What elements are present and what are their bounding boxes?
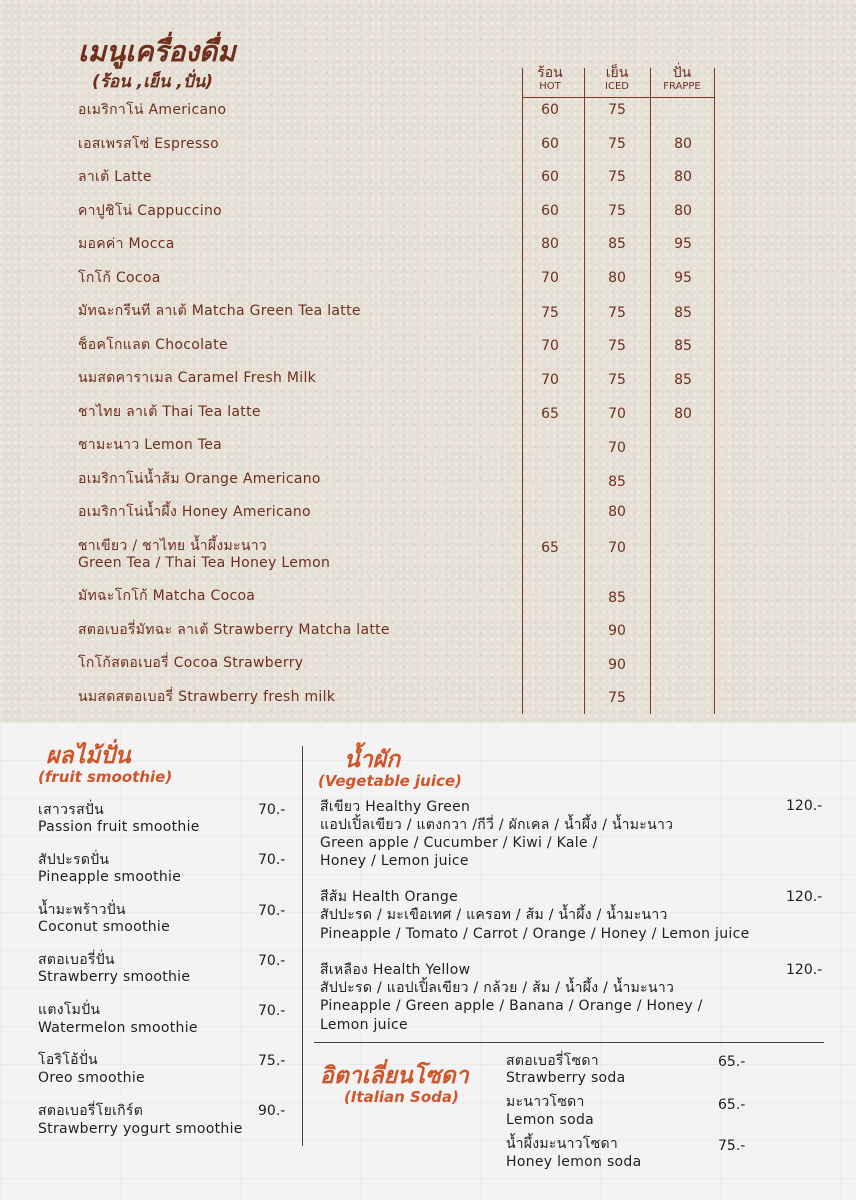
drink-item-name: ชาเขียว / ชาไทย น้ำผึ้งมะนาว: [78, 538, 268, 554]
drink-item-name: มัทฉะโกโก้ Matcha Cocoa: [78, 588, 256, 604]
column-divider: [714, 68, 715, 714]
drink-item-name: สตอเบอรี่มัทฉะ ลาเต้ Strawberry Matcha latte: [78, 622, 390, 638]
drink-price-iced: 90: [608, 657, 626, 673]
vegetable-item-ingredients: Honey / Lemon juice: [320, 853, 469, 869]
drink-price-hot: 70: [541, 372, 559, 388]
smoothie-item-price: 70.-: [258, 953, 286, 969]
smoothie-item-price: 75.-: [258, 1053, 286, 1069]
vegetable-item-ingredients: สัปปะรด / มะเขือเทศ / แครอท / ส้ม / น้ำผึ้ง / น้ำมะนาว: [320, 907, 668, 923]
soda-subtitle: (Italian Soda): [344, 1088, 459, 1106]
smoothie-item-en: Oreo smoothie: [38, 1070, 145, 1086]
drink-item-name: อเมริกาโน่ Americano: [78, 102, 227, 118]
column-divider: [650, 68, 651, 714]
drink-item-name: มอคค่า Mocca: [78, 236, 175, 252]
vegetable-item-ingredients: แอปเปิ้ลเขียว / แตงกวา /กีวี่ / ผักเคล / น้ำผึ้ง / น้ำมะนาว: [320, 817, 674, 833]
drink-item-name: โกโก้สตอเบอรี่ Cocoa Strawberry: [78, 655, 304, 671]
smoothie-item-en: Watermelon smoothie: [38, 1020, 198, 1036]
drink-price-hot: 60: [541, 136, 559, 152]
drink-price-iced: 75: [608, 169, 626, 185]
drink-price-iced: 75: [608, 372, 626, 388]
drink-price-hot: 60: [541, 102, 559, 118]
drink-price-frappe: 80: [674, 406, 692, 422]
drink-item-name: อเมริกาโน่น้ำส้ม Orange Americano: [78, 471, 321, 487]
drink-price-iced: 90: [608, 623, 626, 639]
drinks-subtitle: (ร้อน ,เย็น ,ปั่น): [92, 72, 214, 92]
drink-price-iced: 75: [608, 690, 626, 706]
smoothie-item-th: สัปปะรดปั่น: [38, 852, 110, 868]
column-header-iced-th: เย็น: [605, 65, 629, 81]
drink-price-frappe: 95: [674, 270, 692, 286]
drink-price-iced: 75: [608, 102, 626, 118]
smoothie-item-th: สตอเบอรี่โยเกิร์ต: [38, 1103, 144, 1119]
smoothie-item-en: Passion fruit smoothie: [38, 819, 200, 835]
drink-item-name: ชาไทย ลาเต้ Thai Tea latte: [78, 404, 261, 420]
drink-price-iced: 80: [608, 270, 626, 286]
drink-price-frappe: 80: [674, 136, 692, 152]
drink-price-frappe: 85: [674, 305, 692, 321]
drink-price-frappe: 95: [674, 236, 692, 252]
soda-item-en: Strawberry soda: [506, 1070, 626, 1086]
smoothie-item-price: 90.-: [258, 1103, 286, 1119]
column-divider: [584, 68, 585, 714]
soda-item-price: 75.-: [718, 1138, 746, 1154]
section-divider-horizontal: [314, 1042, 824, 1043]
vegetable-subtitle: (Vegetable juice): [318, 772, 462, 790]
drink-price-iced: 70: [608, 440, 626, 456]
vegetable-item-name: สีเหลือง Health Yellow: [320, 962, 471, 978]
smoothie-item-price: 70.-: [258, 802, 286, 818]
smoothie-item-th: น้ำมะพร้าวปั่น: [38, 902, 126, 918]
column-header-hot: [518, 66, 582, 93]
drink-item-name-english: Green Tea / Thai Tea Honey Lemon: [78, 555, 331, 571]
drink-price-hot: 70: [541, 270, 559, 286]
drink-price-frappe: 85: [674, 372, 692, 388]
drink-item-name: เอสเพรสโซ่ Espresso: [78, 136, 219, 152]
soda-item-en: Lemon soda: [506, 1112, 595, 1128]
drink-price-iced: 75: [608, 338, 626, 354]
drink-item-name: คาปูชิโน่ Cappuccino: [78, 203, 222, 219]
column-header-hot-th: ร้อน: [537, 65, 563, 81]
soda-item-en: Honey lemon soda: [506, 1154, 642, 1170]
vegetable-item-ingredients: Pineapple / Tomato / Carrot / Orange / Honey / Lemon juice: [320, 926, 750, 942]
smoothie-item-en: Strawberry yogurt smoothie: [38, 1121, 243, 1137]
smoothie-item-th: สตอเบอรี่ปั่น: [38, 952, 115, 968]
column-header-iced: [585, 66, 649, 93]
drinks-title: เมนูเครื่องดื่ม: [78, 35, 236, 68]
smoothie-item-th: โอริโอ้ปั่น: [38, 1052, 98, 1068]
drink-item-name: นมสดสตอเบอรี่ Strawberry fresh milk: [78, 689, 336, 705]
vegetable-item-ingredients: Lemon juice: [320, 1017, 408, 1033]
soda-title: อิตาเลี่ยนโซดา: [320, 1063, 469, 1089]
drink-item-name: อเมริกาโน่น้ำผึ้ง Honey Americano: [78, 504, 311, 520]
drink-price-frappe: 80: [674, 169, 692, 185]
column-header-hot-en: HOT: [539, 81, 561, 92]
vegetable-item-ingredients: Pineapple / Green apple / Banana / Orange / Honey /: [320, 998, 703, 1014]
drink-item-name: ช็อคโกแลต Chocolate: [78, 337, 228, 353]
drink-price-hot: 75: [541, 305, 559, 321]
smoothie-item-price: 70.-: [258, 1003, 286, 1019]
smoothie-title: ผลไม้ปั่น: [46, 743, 131, 769]
section-divider-vertical: [302, 746, 303, 1146]
soda-item-price: 65.-: [718, 1054, 746, 1070]
drink-price-iced: 70: [608, 406, 626, 422]
drink-item-name: โกโก้ Cocoa: [78, 270, 161, 286]
column-header-iced-en: ICED: [605, 81, 629, 92]
vegetable-item-ingredients: สัปปะรด / แอปเปิ้ลเขียว / กล้วย / ส้ม / น้ำผึ้ง / น้ำมะนาว: [320, 980, 675, 996]
drink-price-hot: 60: [541, 203, 559, 219]
vegetable-item-price: 120.-: [786, 798, 823, 814]
smoothie-item-en: Pineapple smoothie: [38, 869, 182, 885]
drink-item-name: ลาเต้ Latte: [78, 169, 152, 185]
drink-price-frappe: 85: [674, 338, 692, 354]
smoothie-item-price: 70.-: [258, 903, 286, 919]
drink-price-iced: 75: [608, 305, 626, 321]
vegetable-item-name: สีส้ม Health Orange: [320, 889, 459, 905]
smoothie-item-en: Coconut smoothie: [38, 919, 171, 935]
vegetable-item-ingredients: Green apple / Cucumber / Kiwi / Kale /: [320, 835, 598, 851]
soda-item-price: 65.-: [718, 1097, 746, 1113]
vegetable-item-price: 120.-: [786, 962, 823, 978]
soda-item-th: สตอเบอรี่โซดา: [506, 1053, 599, 1069]
drink-item-name: นมสดคาราเมล Caramel Fresh Milk: [78, 370, 317, 386]
drink-price-hot: 65: [541, 406, 559, 422]
drink-price-hot: 70: [541, 338, 559, 354]
drink-price-hot: 80: [541, 236, 559, 252]
drink-price-frappe: 80: [674, 203, 692, 219]
drink-price-iced: 75: [608, 203, 626, 219]
smoothie-item-th: แตงโมปั่น: [38, 1002, 101, 1018]
smoothie-item-price: 70.-: [258, 852, 286, 868]
smoothie-subtitle: (fruit smoothie): [38, 768, 173, 786]
smoothie-item-th: เสาวรสปั่น: [38, 802, 104, 818]
vegetable-item-price: 120.-: [786, 889, 823, 905]
column-header-frappe: [650, 66, 714, 93]
drink-price-iced: 85: [608, 590, 626, 606]
smoothie-item-en: Strawberry smoothie: [38, 969, 191, 985]
drink-price-iced: 85: [608, 236, 626, 252]
column-header-frappe-en: FRAPPE: [663, 81, 701, 92]
drink-price-hot: 65: [541, 540, 559, 556]
drink-price-iced: 70: [608, 540, 626, 556]
soda-item-th: น้ำผึ้งมะนาวโซดา: [506, 1136, 619, 1152]
soda-item-th: มะนาวโซดา: [506, 1094, 585, 1110]
drink-price-iced: 75: [608, 136, 626, 152]
column-divider: [522, 68, 523, 714]
table-header-rule: [522, 97, 715, 98]
drink-price-iced: 85: [608, 474, 626, 490]
drink-price-hot: 60: [541, 169, 559, 185]
drink-price-iced: 80: [608, 504, 626, 520]
vegetable-title: น้ำผัก: [344, 747, 401, 773]
vegetable-item-name: สีเขียว Healthy Green: [320, 799, 471, 815]
drink-item-name: มัทฉะกรีนที ลาเต้ Matcha Green Tea latte: [78, 303, 361, 319]
column-header-frappe-th: ปั่น: [672, 65, 692, 81]
drink-item-name: ชามะนาว Lemon Tea: [78, 437, 223, 453]
